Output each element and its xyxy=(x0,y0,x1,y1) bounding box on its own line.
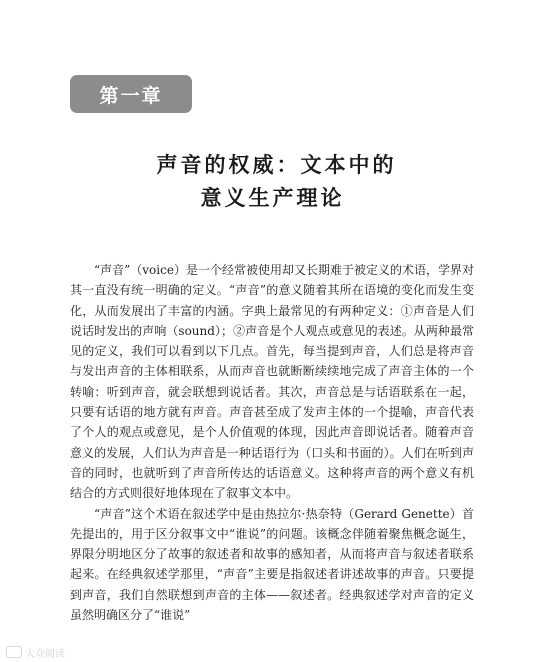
watermark xyxy=(6,644,65,660)
chapter-title-line-2: 意义生产理论 xyxy=(200,186,345,210)
body-text xyxy=(70,260,474,625)
chapter-label-tab xyxy=(70,75,192,113)
paragraph-1: “声音”（voice）是一个经常被使用却又长期难于被定义的术语，学界对其一直没有统一明确的定义。“声音”的意义随着其所在语境的变化而发生变化，从而发展出了丰富的内涵。字典上最常见的有两种定义：①声音是人们说话时发出的声响（sound）；②声音是个人观点或意见的表述。从两种最常见的定义，我们可以看到以下几点。首先，每当提到声音，人们总是将声音与发出声音的主体相联系，从而声音也就断断续续地完成了声音主体的一个转喻：听到声音，就会联想到说话者。其次，声音总是与话语联系在一起，只要有话语的地方就有声音。声音甚至成了发声主体的一个提喻，声音代表了个人的观点或意见，是个人价值观的体现，因此声音即说话者。随着声音意义的发展，人们认为声音是一种话语行为（口头和书面的）。人们在听到声音的同时，也就听到了声音所传达的话语意义。这种将声音的两个意义有机结合的方式则很好地体现在了叙事文本中。 xyxy=(70,263,474,501)
watermark-text: 大众阅读 xyxy=(25,648,65,660)
watermark-logo-icon xyxy=(6,646,22,658)
chapter-title-line-1: 声音的权威：文本中的 xyxy=(156,153,397,177)
chapter-label: 第一章 xyxy=(99,84,163,107)
paragraph-2: “声音”这个术语在叙述学中是由热拉尔·热奈特（Gerard Genette）首先提出的，用于区分叙事文中“谁说”的问题。该概念伴随着聚焦概念诞生，界限分明地区分了故事的叙述者和故事的感知者，从而将声音与叙述者联系起来。在经典叙述学那里，“声音”主要是指叙述者讲述故事的声音。只要提到声音，我们自然联想到声音的主体——叙述者。经典叙述学对声音的定义虽然明确区分了“谁说” xyxy=(70,506,474,623)
